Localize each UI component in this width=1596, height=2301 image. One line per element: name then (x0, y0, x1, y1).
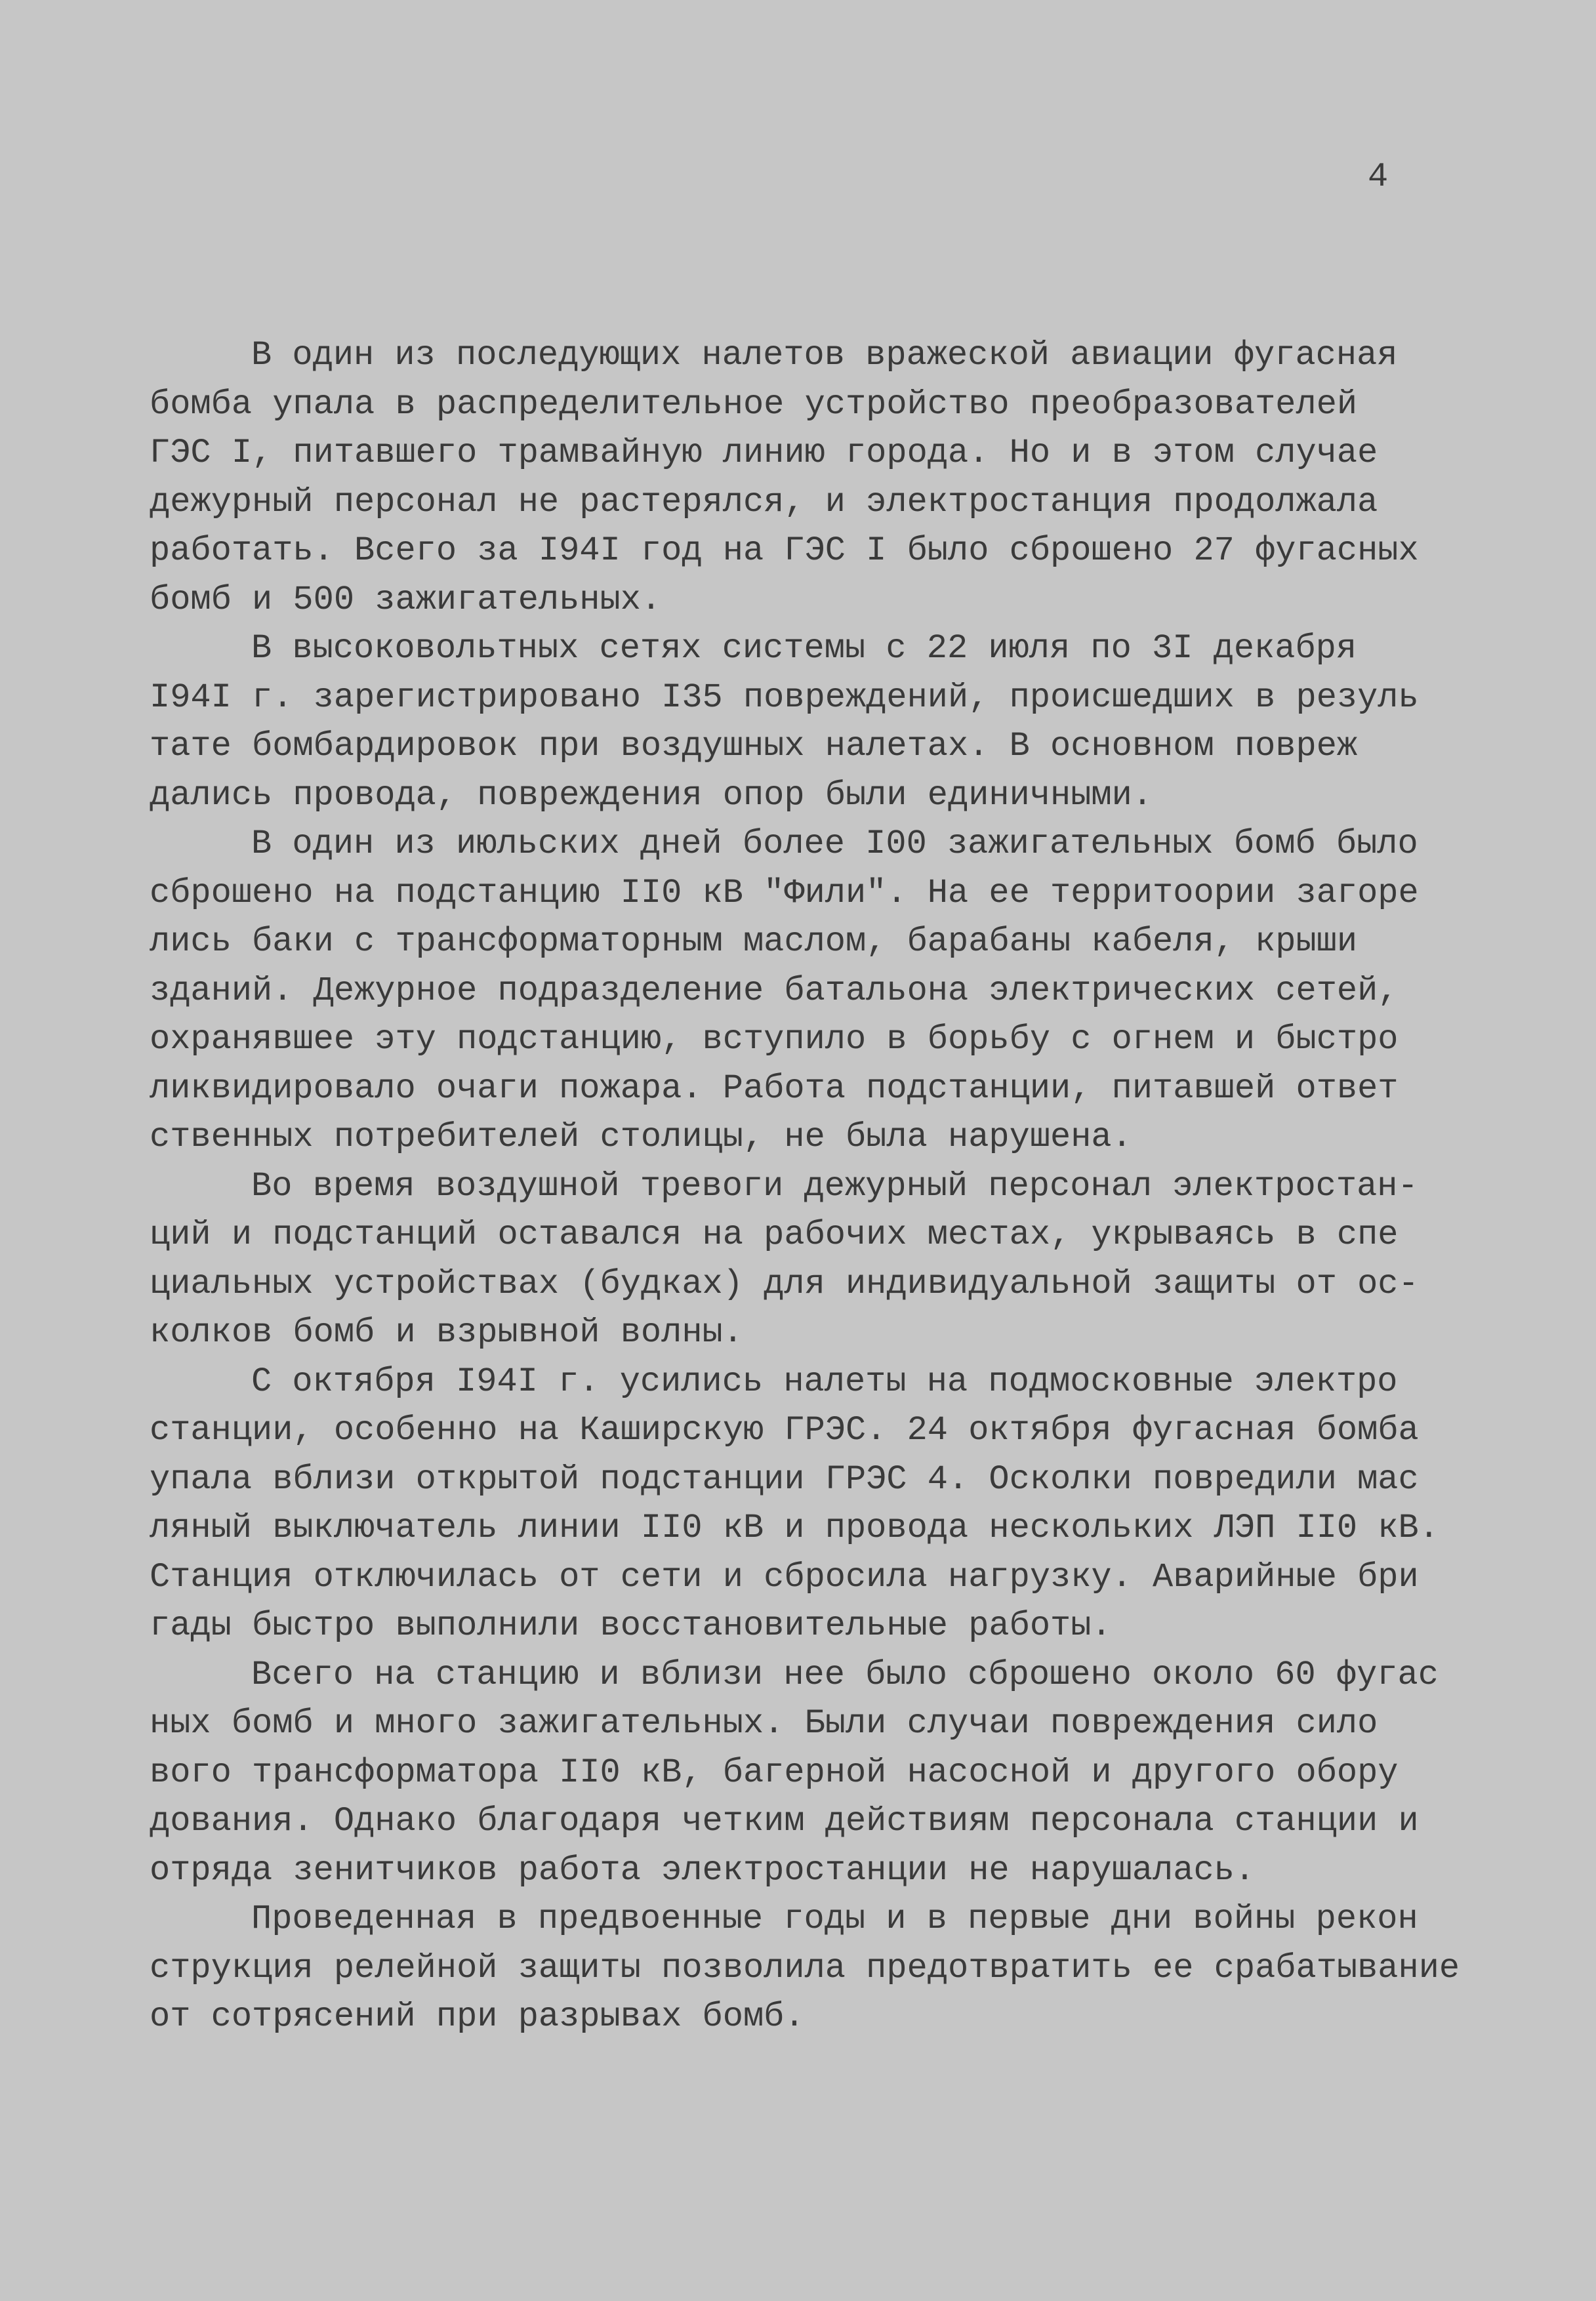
text-line: лись баки с трансформаторным маслом, барабаны кабеля, крыши (150, 922, 1358, 961)
text-line: тате бомбардировок при воздушных налетах. В основном повреж (150, 727, 1358, 765)
paragraph (150, 1651, 1501, 1896)
paragraph (150, 624, 1501, 820)
document-body (150, 331, 1501, 2042)
page-number: 4 (1368, 157, 1389, 196)
text-line: ликвидировало очаги пожара. Работа подстанции, питавшей ответ (150, 1069, 1399, 1108)
text-line: Всего на станцию и вблизи нее было сброшено около 60 фугас (251, 1655, 1439, 1694)
text-line: струкция релейной защиты позволила предотвратить ее срабатывание (150, 1948, 1460, 1987)
text-line: вого трансформатора II0 кВ, багерной насосной и другого обору (150, 1753, 1399, 1792)
text-line: станции, особенно на Каширскую ГРЭС. 24 октября фугасная бомба (150, 1411, 1419, 1450)
text-line: циальных устройствах (будках) для индивидуальной защиты от ос- (150, 1264, 1419, 1303)
text-line: дались провода, повреждения опор были единичными. (150, 775, 1153, 815)
paragraph (150, 820, 1501, 1162)
text-line: В высоковольтных сетях системы с 22 июля по 3I декабря (251, 629, 1357, 668)
paragraph (150, 1162, 1501, 1358)
paragraph (150, 1895, 1501, 2042)
text-line: отряда зенитчиков работа электростанции не нарушалась. (150, 1850, 1256, 1890)
text-line: ГЭС I, питавшего трамвайную линию города. Но и в этом случае (150, 434, 1378, 472)
text-line: упала вблизи открытой подстанции ГРЭС 4. Осколки повредили мас (150, 1459, 1419, 1499)
text-line: В один из июльских дней более I00 зажигательных бомб было (251, 825, 1418, 863)
text-line: колков бомб и взрывной волны. (150, 1313, 743, 1352)
text-line: зданий. Дежурное подразделение батальона электрических сетей, (150, 971, 1399, 1010)
text-line: сброшено на подстанцию II0 кВ "Фили". На ее территоории загоре (150, 873, 1419, 912)
text-line: от сотрясений при разрывах бомб. (150, 1997, 805, 2036)
text-line: бомба упала в распределительное устройство преобразователей (150, 384, 1358, 424)
text-line: Проведенная в предвоенные годы и в первые дни войны рекон (251, 1900, 1418, 1938)
text-line: ляный выключатель линии II0 кВ и провода нескольких ЛЭП II0 кВ. (150, 1509, 1439, 1547)
text-line: Во время воздушной тревоги дежурный персонал электростан- (251, 1166, 1418, 1206)
paragraph (150, 331, 1501, 624)
text-line: Станция отключилась от сети и сбросила нагрузку. Аварийные бри (150, 1557, 1419, 1597)
text-line: В один из последующих налетов вражеской авиации фугасная (251, 336, 1398, 375)
text-line: дежурный персонал не растерялся, и электростанция продолжала (150, 482, 1378, 521)
text-line: гады быстро выполнили восстановительные работы. (150, 1606, 1112, 1645)
text-line: дования. Однако благодаря четким действиям персонала станции и (150, 1802, 1419, 1841)
text-line: ных бомб и много зажигательных. Были случаи повреждения сило (150, 1704, 1378, 1743)
text-line: ственных потребителей столицы, не была нарушена. (150, 1118, 1132, 1156)
text-line: работать. Всего за I94I год на ГЭС I было сброшено 27 фугасных (150, 531, 1419, 570)
text-line: бомб и 500 зажигательных. (150, 580, 662, 619)
text-line: С октября I94I г. усились налеты на подмосковные электро (251, 1362, 1398, 1401)
text-line: ций и подстанций оставался на рабочих местах, укрываясь в спе (150, 1215, 1399, 1254)
text-line: I94I г. зарегистрировано I35 повреждений, происшедших в резуль (150, 678, 1419, 717)
text-line: охранявшее эту подстанцию, вступило в борьбу с огнем и быстро (150, 1020, 1399, 1059)
paragraph (150, 1358, 1501, 1651)
